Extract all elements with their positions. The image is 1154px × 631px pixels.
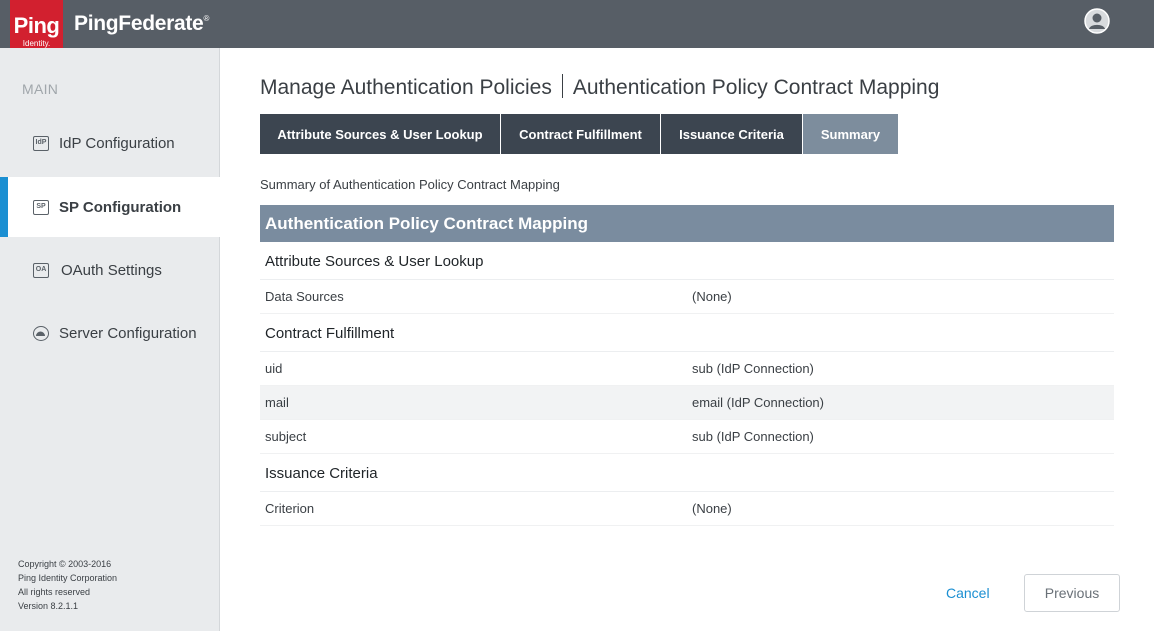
copyright-line: All rights reserved [18, 587, 91, 597]
product-name-text: PingFederate [74, 12, 204, 35]
breadcrumb-separator [562, 74, 563, 98]
tab-contract-fulfillment[interactable]: Contract Fulfillment [501, 114, 661, 154]
summary-row [260, 386, 1114, 420]
summary-row [260, 280, 1114, 314]
logo-subtext: Identity. [22, 39, 51, 48]
tab-attribute-sources[interactable]: Attribute Sources & User Lookup [260, 114, 501, 154]
summary-heading: Authentication Policy Contract Mapping [260, 205, 1114, 242]
row-key: Criterion [265, 501, 315, 516]
sidebar-item-oauth-settings[interactable] [0, 240, 220, 300]
user-avatar-icon[interactable] [1084, 8, 1110, 34]
section-title: Attribute Sources & User Lookup [260, 242, 1114, 280]
idp-icon: IdP [33, 136, 49, 151]
sidebar-item-label: Server Configuration [59, 324, 197, 342]
sp-icon: SP [33, 200, 49, 215]
ping-identity-logo [10, 0, 63, 52]
sidebar-item-label: IdP Configuration [59, 134, 175, 152]
top-bar [0, 0, 1154, 48]
sidebar-item-sp-configuration[interactable] [0, 177, 220, 237]
copyright-line: Ping Identity Corporation [18, 573, 118, 583]
server-icon [33, 326, 49, 341]
summary-row [260, 352, 1114, 386]
copyright-notice [18, 557, 117, 613]
wizard-tabs [260, 114, 898, 154]
row-key: uid [265, 361, 283, 376]
version-line: Version 8.2.1.1 [18, 601, 79, 611]
sidebar-item-label: SP Configuration [59, 198, 182, 216]
row-value: (None) [692, 501, 732, 516]
product-name [74, 12, 209, 36]
sidebar-item-label: OAuth Settings [61, 261, 162, 279]
sidebar-item-server-configuration[interactable] [0, 303, 220, 363]
breadcrumb-parent: Manage Authentication Policies [260, 76, 552, 99]
row-value: sub (IdP Connection) [692, 361, 814, 376]
row-value: (None) [692, 289, 732, 304]
summary-row [260, 420, 1114, 454]
row-key: subject [265, 429, 307, 444]
summary-table [260, 205, 1114, 526]
row-value: email (IdP Connection) [692, 395, 824, 410]
logo-text: Ping [13, 13, 60, 38]
section-title: Issuance Criteria [260, 454, 1114, 492]
registered-mark: ® [203, 14, 210, 23]
oauth-icon: OA [33, 263, 49, 278]
tab-summary[interactable]: Summary [803, 114, 898, 154]
tab-issuance-criteria[interactable]: Issuance Criteria [661, 114, 803, 154]
row-value: sub (IdP Connection) [692, 429, 814, 444]
breadcrumb-current: Authentication Policy Contract Mapping [572, 76, 940, 99]
section-title: Contract Fulfillment [260, 314, 1114, 352]
sidebar-item-idp-configuration[interactable] [0, 113, 220, 173]
previous-button[interactable]: Previous [1024, 574, 1120, 612]
copyright-line: Copyright © 2003-2016 [18, 559, 112, 569]
page-subtitle: Summary of Authentication Policy Contract Mapping [260, 177, 560, 192]
summary-row [260, 492, 1114, 526]
sidebar [0, 48, 220, 631]
row-key: mail [265, 395, 289, 410]
row-key: Data Sources [265, 289, 344, 304]
sidebar-heading: MAIN [22, 81, 59, 97]
page-title [260, 76, 939, 100]
cancel-link[interactable]: Cancel [946, 585, 990, 601]
